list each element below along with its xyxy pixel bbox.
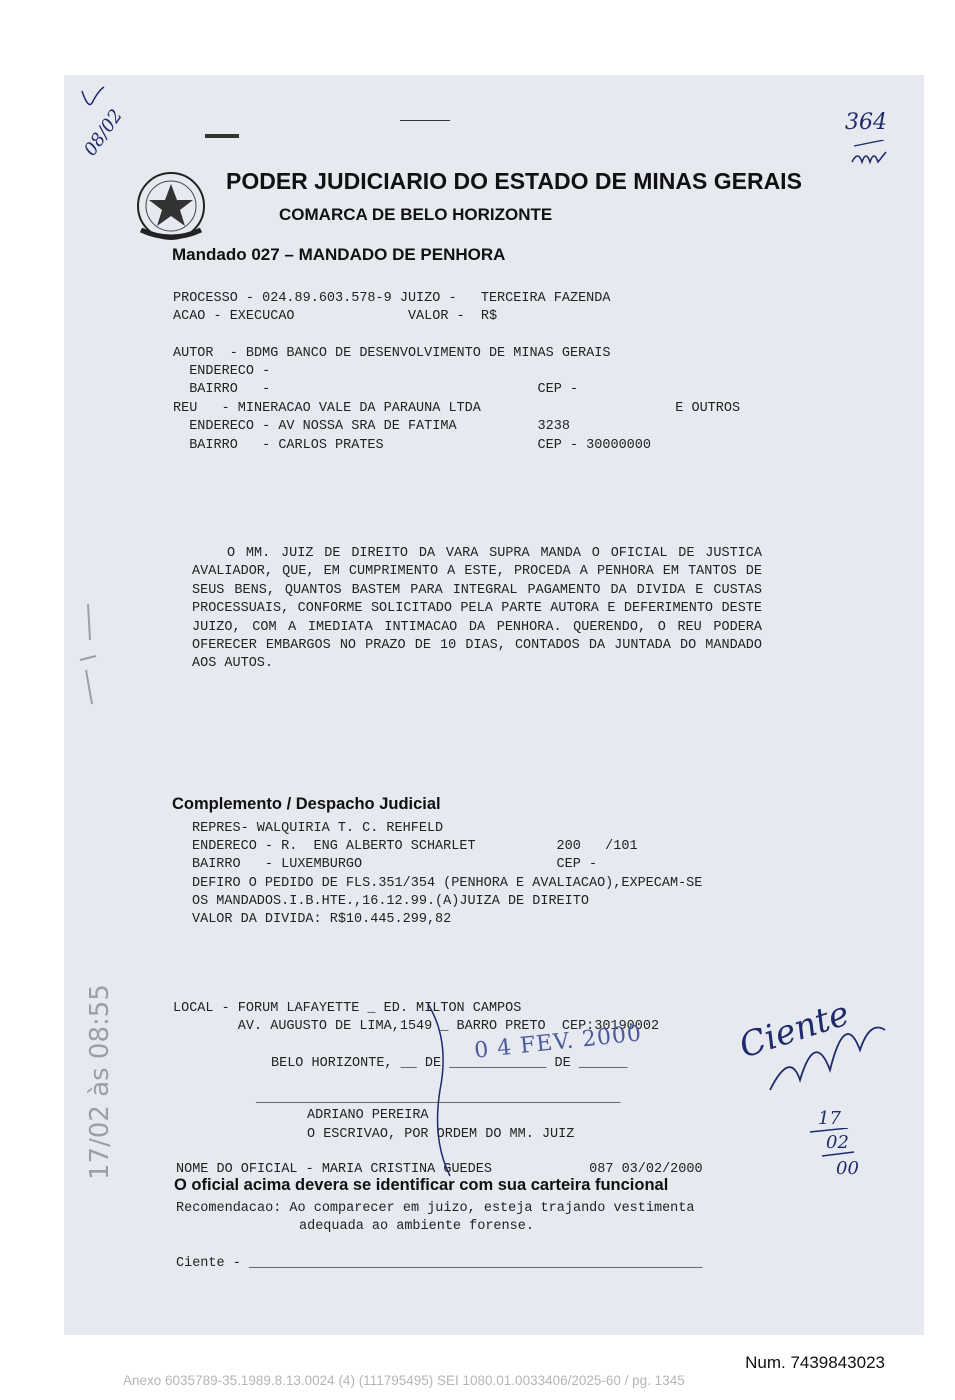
- autor-endereco-line: ENDERECO -: [173, 364, 271, 379]
- autor-bairro-line: BAIRRO - CEP -: [173, 382, 579, 397]
- received-date-stamp: 0 4 FEV. 2000: [473, 1021, 644, 1064]
- date-fraction-strokes-icon: [808, 1128, 858, 1158]
- recomendacao-line: Recomendacao: Ao comparecer em juizo, esteja trajando vestimenta: [176, 1201, 695, 1216]
- coat-of-arms-seal-icon: [131, 170, 211, 244]
- processo-line: PROCESSO - 024.89.603.578-9 JUIZO - TERCEIRA FAZENDA: [173, 291, 611, 306]
- ciente-signature-handwritten: Ciente: [734, 993, 855, 1067]
- scan-speck: [400, 120, 450, 121]
- complemento-line: ENDERECO - R. ENG ALBERTO SCHARLET 200 /101: [192, 839, 638, 854]
- escrivao-name: ADRIANO PEREIRA: [307, 1108, 429, 1123]
- date-year-handwritten: 00: [836, 1158, 859, 1179]
- signature-stroke-icon: [420, 1000, 460, 1180]
- source-reference: Anexo 6035789-35.1989.8.13.0024 (4) (111795495) SEI 1080.01.0033406/2025-60 / pg. 1345: [123, 1373, 685, 1388]
- side-pencil-mark-icon: [68, 600, 108, 710]
- date-month-handwritten: 02: [826, 1132, 849, 1153]
- ciente-line: Ciente - ________________________________________________________: [176, 1256, 703, 1271]
- scan-speck: [205, 134, 239, 138]
- oficial-line: NOME DO OFICIAL - MARIA CRISTINA GUEDES 087 03/02/2000: [176, 1162, 703, 1177]
- complemento-heading: Complemento / Despacho Judicial: [172, 795, 441, 813]
- corner-check-mark-icon: [78, 85, 108, 115]
- corner-date-handwritten: 08/02: [80, 105, 127, 161]
- reu-endereco-line: ENDERECO - AV NOSSA SRA DE FATIMA 3238: [173, 419, 570, 434]
- complemento-line: DEFIRO O PEDIDO DE FLS.351/354 (PENHORA E AVALIACAO),EXPECAM-SE: [192, 876, 703, 891]
- valor-divida-line: VALOR DA DIVIDA: R$10.445.299,82: [192, 912, 452, 927]
- reu-line: REU - MINERACAO VALE DA PARAUNA LTDA E OUTROS: [173, 401, 741, 416]
- signature-rule: _____________________________________________: [256, 1091, 621, 1106]
- local-line: LOCAL - FORUM LAFAYETTE _ ED. MILTON CAMPOS: [173, 1001, 522, 1016]
- acao-line: ACAO - EXECUCAO VALOR - R$: [173, 309, 498, 324]
- complemento-line: BAIRRO - LUXEMBURGO CEP -: [192, 857, 598, 872]
- document-number: Num. 7439843023: [745, 1353, 885, 1372]
- complemento-line: OS MANDADOS.I.B.HTE.,16.12.99.(A)JUIZA DE DIREITO: [192, 894, 589, 909]
- mandado-body-paragraph: O MM. JUIZ DE DIREITO DA VARA SUPRA MANDA O OFICIAL DE JUSTICA AVALIADOR, QUE, EM CUMPRIMENTO A ESTE, PROCEDA A PENHORA EM TANTOS DE SEUS BENS, QUANTOS BASTEM PARA INTEGRAL PAGAMENTO DA DIVIDA E CUSTAS PROCESSUAIS, CONFORME SOLICITADO PELA PARTE AUTORA E DEFERIMENTO DESTE JUIZO, COM A IMEDIATA INTIMACAO DA PENHORA. QUERENDO, O REU PODERA OFERECER EMBARGOS NO PRAZO DE 10 DIAS, CONTADOS DA JUNTADA DO MANDADO AOS AUTOS.: [192, 546, 762, 672]
- escrivao-role: O ESCRIVAO, POR ORDEM DO MM. JUIZ: [307, 1127, 575, 1142]
- initials-mark-icon: [850, 140, 890, 170]
- date-line: BELO HORIZONTE, __ DE ____________ DE ______: [271, 1056, 628, 1071]
- side-pencil-note: 17/02 às 08:55: [85, 984, 115, 1180]
- recomendacao-line-2: adequada ao ambiente forense.: [299, 1219, 534, 1234]
- autor-line: AUTOR - BDMG BANCO DE DESENVOLVIMENTO DE MINAS GERAIS: [173, 346, 611, 361]
- date-day-handwritten: 17: [818, 1108, 841, 1129]
- oficial-notice: O oficial acima devera se identificar com sua carteira funcional: [174, 1176, 669, 1194]
- local-address-line: AV. AUGUSTO DE LIMA,1549 _ BARRO PRETO CEP:30190002: [173, 1019, 660, 1034]
- court-title: PODER JUDICIARIO DO ESTADO DE MINAS GERAIS: [226, 168, 802, 194]
- mandado-title: Mandado 027 – MANDADO DE PENHORA: [172, 245, 506, 264]
- signature-scribble-icon: [760, 990, 890, 1100]
- comarca-title: COMARCA DE BELO HORIZONTE: [279, 205, 553, 224]
- complemento-line: REPRES- WALQUIRIA T. C. REHFELD: [192, 821, 444, 836]
- reu-bairro-line: BAIRRO - CARLOS PRATES CEP - 30000000: [173, 438, 651, 453]
- page-number-handwritten: 364: [845, 110, 887, 135]
